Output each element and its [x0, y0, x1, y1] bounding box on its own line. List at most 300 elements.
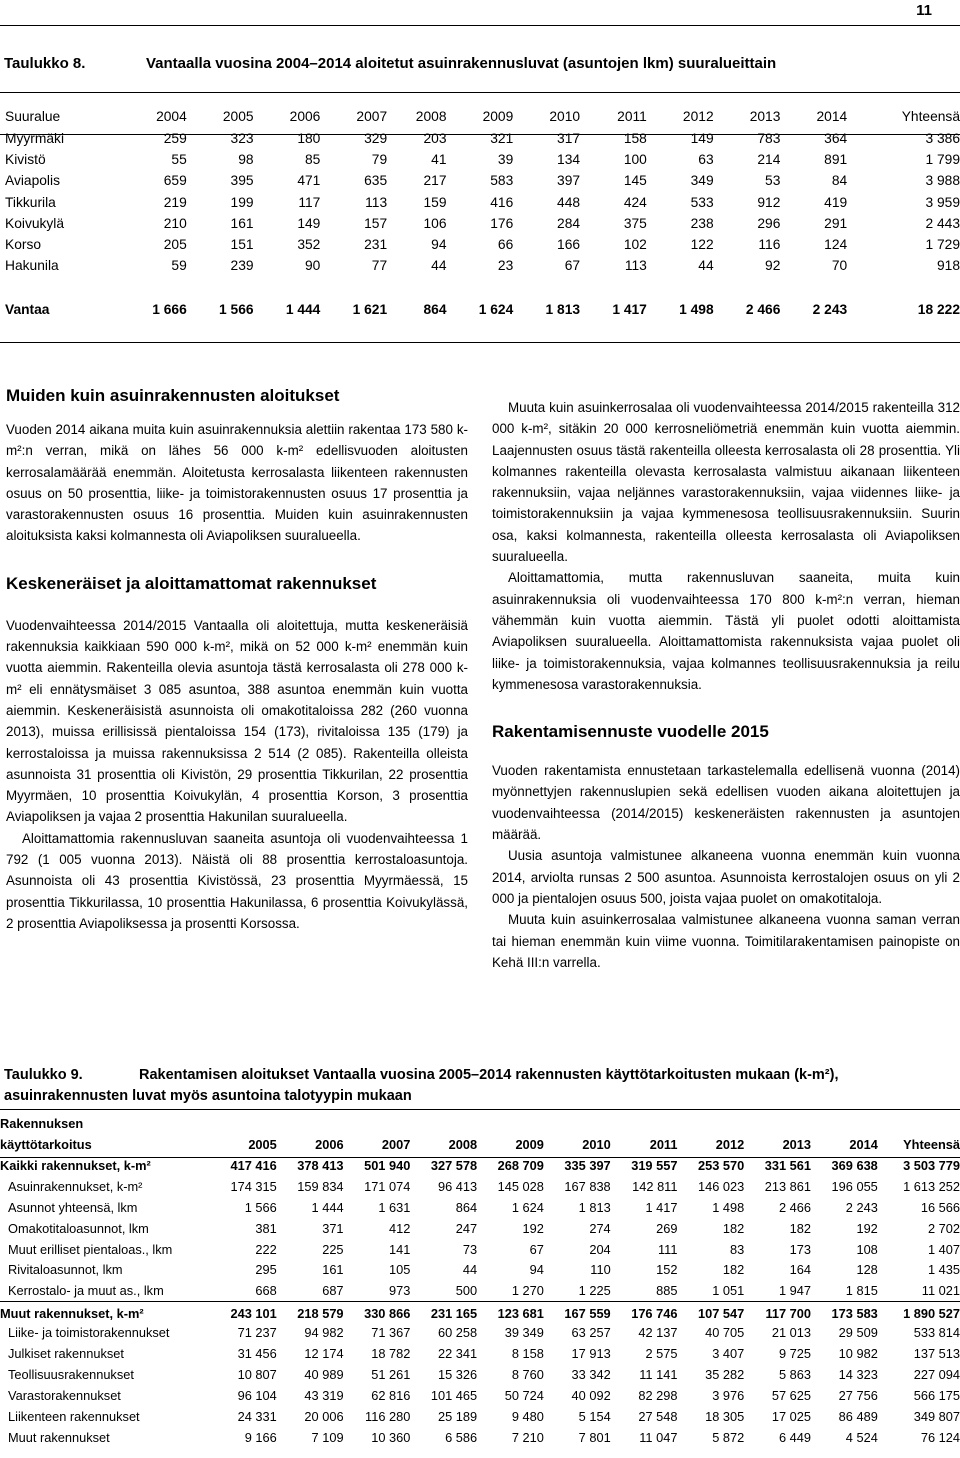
paragraph: Aloittamattomia, mutta rakennusluvan saaneita, muita kuin asuinrakennuksia oli vuodenvaihteessa 170 800 k-m²:n verran, hieman vähemmän kuin vuotta aiemmin. Tästä yli puolet odotti aloittamista Aviapoliksen suuralueella. Aloittamattomista rakennuksista vajaa puolet oli liike- ja toimistorakennuksia, vajaa kolmannes teollisuusrakennuksia ja reilu kymmenesosa varastorakennuksia. [492, 570, 960, 692]
table-cell: 3 976 [712, 1387, 745, 1403]
row-label: Liike- ja toimistorakennukset [8, 1325, 170, 1341]
table-cell: 158 [623, 131, 647, 147]
table-cell: 117 [298, 194, 321, 210]
table-cell: 39 349 [504, 1325, 544, 1341]
table-8-column-header: Yhteensä [901, 108, 960, 124]
table-cell: 76 124 [920, 1429, 960, 1445]
table-cell: 214 [757, 152, 781, 168]
table-9-column-header: 2010 [582, 1137, 611, 1152]
table-cell: 381 [255, 1220, 277, 1236]
table-cell: 329 [364, 131, 388, 147]
table-9-column-header: 2005 [248, 1137, 277, 1152]
table-cell: 67 [564, 258, 581, 274]
table-cell: 1 666 [152, 301, 187, 317]
table-cell: 96 413 [437, 1178, 478, 1194]
table-cell: 182 [722, 1262, 745, 1278]
table-cell: 3 407 [712, 1345, 745, 1361]
table-cell: 210 [163, 215, 187, 231]
table-8-column-header: 2010 [549, 108, 581, 124]
table-cell: 213 861 [764, 1178, 812, 1194]
table-cell: 18 222 [917, 301, 960, 317]
table-cell: 321 [490, 131, 514, 147]
row-label: Kaikki rakennukset, k-m² [0, 1157, 151, 1173]
table-cell: 222 [255, 1241, 277, 1257]
table-row [0, 1239, 960, 1260]
table-cell: 1 225 [578, 1283, 611, 1299]
table-cell: 218 579 [277, 1301, 344, 1322]
table-cell: 85 [304, 152, 321, 168]
table-cell: 3 503 779 [903, 1157, 960, 1173]
table-9-label: Taulukko 9. [4, 1067, 83, 1083]
row-label: Muut erilliset pientaloas., lkm [8, 1241, 173, 1257]
row-label: Varastorakennukset [8, 1387, 121, 1403]
table-cell: 40 705 [705, 1325, 745, 1341]
row-label: Muut rakennukset [8, 1429, 110, 1445]
table-cell: 71 367 [371, 1325, 411, 1341]
table-cell: 96 104 [237, 1387, 277, 1403]
table-cell: 39 [497, 152, 514, 168]
table-9-header-row [0, 1134, 960, 1155]
table-cell: 11 141 [639, 1366, 678, 1382]
table-cell: 66 [497, 237, 514, 253]
table-cell: 885 [656, 1283, 678, 1299]
table-cell: 7 109 [311, 1429, 344, 1445]
table-9-column-header: 2007 [381, 1137, 411, 1152]
row-label: Koivukylä [5, 215, 65, 231]
table-cell: 159 834 [297, 1178, 344, 1194]
table-cell: 533 814 [913, 1325, 960, 1341]
table-9-header-top: Rakennuksen [0, 1116, 84, 1131]
table-cell: 33 342 [571, 1366, 611, 1382]
table-cell: 1 051 [712, 1283, 745, 1299]
table-cell: 149 [297, 215, 321, 231]
table-8-caption [4, 55, 776, 72]
table-cell: 86 489 [838, 1408, 878, 1424]
table-cell: 8 158 [511, 1345, 544, 1361]
table-cell: 9 725 [779, 1345, 812, 1361]
table-cell: 1 813 [578, 1199, 611, 1215]
table-cell: 231 165 [410, 1301, 477, 1322]
table-9-column-header: 2009 [515, 1137, 544, 1152]
table-cell: 4 524 [845, 1429, 878, 1445]
table-cell: 151 [230, 237, 254, 253]
table-cell: 668 [255, 1283, 277, 1299]
table-cell: 51 261 [371, 1366, 411, 1382]
table-8-label: Taulukko 8. [4, 55, 86, 72]
row-label: Vantaa [5, 301, 50, 317]
table-cell: 180 [297, 131, 321, 147]
table-cell: 225 [322, 1241, 344, 1257]
row-label: Kerrostalo- ja muut as., lkm [8, 1283, 164, 1299]
table-9-body [0, 1155, 960, 1447]
right-column [492, 397, 960, 973]
table-cell: 149 [690, 131, 714, 147]
table-8-column-header: Suuralue [5, 108, 61, 124]
table-cell: 1 407 [927, 1241, 960, 1257]
paragraph: Vuoden 2014 aikana muita kuin asuinrakennuksia alettiin rakentaa 173 580 k-m²:n verran, mikä on lähes 56 000 k-m² edellisvuoden aloitusten kerrosalamäärää enemmän. Aloitetusta kerrosalasta liikenteen rakennusten osuus on 50 prosenttia, liike- ja toimistorakennusten osuus 17 prosenttia ja varastorakennusten osuus 16 prosenttia. Muiden kuin asuinrakennusten aloituksista kaksi kolmannesta oli Aviapoliksen suuralueella. [6, 422, 468, 544]
table-cell: 6 449 [779, 1429, 812, 1445]
table-cell: 62 816 [371, 1387, 411, 1403]
table-cell: 15 326 [437, 1366, 478, 1382]
table-cell: 90 [304, 258, 321, 274]
table-cell: 167 559 [544, 1301, 611, 1322]
table-cell: 327 578 [430, 1157, 478, 1173]
table-cell: 2 702 [927, 1220, 960, 1236]
paragraph: Muuta kuin asuinkerrosalaa valmistunee alkaneena vuonna saman verran tai hieman enemmän kuin viime vuonna. Toimitilarakentamisen painopiste on Kehä III:n varrella. [492, 912, 960, 970]
table-cell: 167 838 [564, 1178, 611, 1194]
table-cell: 70 [831, 258, 848, 274]
table-cell: 60 258 [437, 1325, 478, 1341]
table-cell: 1 613 252 [903, 1178, 960, 1194]
table-8-header-row [0, 104, 960, 128]
table-cell: 50 724 [504, 1387, 544, 1403]
table-cell: 192 [522, 1220, 544, 1236]
table-cell: 1 498 [712, 1199, 745, 1215]
table-row [0, 1322, 960, 1343]
table-cell: 94 982 [304, 1325, 344, 1341]
table-cell: 1 729 [925, 237, 960, 253]
table-row [0, 1364, 960, 1385]
table-cell: 71 237 [237, 1325, 277, 1341]
table-cell: 1 444 [311, 1199, 344, 1215]
row-label: Kivistö [5, 152, 46, 168]
table-cell: 659 [163, 173, 187, 189]
table-cell: 912 [757, 194, 781, 210]
table-cell: 174 315 [230, 1178, 277, 1194]
table-row [0, 1259, 960, 1280]
table-cell: 24 331 [237, 1408, 277, 1424]
table-cell: 891 [824, 152, 848, 168]
table-cell: 2 443 [925, 215, 960, 231]
table-9-caption [4, 1065, 960, 1107]
paragraph: Uusia asuntoja valmistunee alkaneena vuonna enemmän kuin vuonna 2014, arviolta runsas 2 500 asuntoa. Asunnoista kerrostalojen osuus on yli 2 000 ja pientalojen osuus 500, joista vajaa puolet on omakotitaloja. [492, 848, 960, 906]
table-cell: 5 154 [578, 1408, 611, 1424]
table-cell: 40 092 [571, 1387, 611, 1403]
row-label: Asuinrakennukset, k-m² [8, 1178, 143, 1194]
table-9-column-header: 2013 [782, 1137, 812, 1152]
table-9-top-rule [0, 1109, 960, 1110]
table-cell: 323 [230, 131, 254, 147]
table-cell: 94 [529, 1262, 544, 1278]
table-cell: 335 397 [564, 1157, 611, 1173]
table-cell: 9 166 [244, 1429, 277, 1445]
table-cell: 448 [557, 194, 581, 210]
table-cell: 291 [824, 215, 848, 231]
table-8-column-header: 2007 [356, 108, 388, 124]
table-cell: 83 [730, 1241, 745, 1257]
table-9-column-header: 2006 [315, 1137, 344, 1152]
table-cell: 63 257 [571, 1325, 611, 1341]
table-cell: 378 413 [297, 1157, 344, 1173]
table-8-title: Vantaalla vuosina 2004–2014 aloitetut asuinrakennusluvat (asuntojen lkm) suuralueittain [146, 55, 777, 72]
table-cell: 43 319 [304, 1387, 344, 1403]
table-8-column-header: 2005 [222, 108, 254, 124]
table-8-column-header: 2011 [617, 108, 647, 124]
paragraph: Aloittamattomia rakennusluvan saaneita asuntoja oli vuodenvaihteessa 1 792 (1 005 vuonna 2013). Näistä oli 88 prosenttia kerrostaloasuntoja. Asunnoista oli 43 prosenttia Kivistössä, 23 prosenttia Myyrmäessä, 15 prosenttia Tikkurilassa, 10 prosenttia Hakunilassa, 6 prosenttia Koivukylässä, 2 prosenttia Aviapoliksessa ja prosentti Korsossa. [6, 830, 468, 931]
table-cell: 10 807 [237, 1366, 277, 1382]
table-cell: 161 [322, 1262, 344, 1278]
table-cell: 238 [690, 215, 714, 231]
table-cell: 25 189 [437, 1408, 478, 1424]
table-cell: 1 417 [612, 301, 647, 317]
table-cell: 98 [238, 152, 254, 168]
table-8-column-header: 2009 [482, 108, 514, 124]
table-cell: 371 [322, 1220, 344, 1236]
table-cell: 417 416 [230, 1157, 277, 1173]
paragraph: Muuta kuin asuinkerrosalaa oli vuodenvaihteessa 2014/2015 rakenteilla 312 000 k-m², sitäkin 20 000 kerrosneliömetriä enemmän kuin vuotta aiemmin. Laajennusten osuus tästä rakenteilla olleesta kerrosalasta oli 28 prosenttia. Yli kolmannes rakenteilla olevasta kerrosalasta valmistuu aikanaan liikenteen rakennuksiin, vajaa neljännes varastorakennuksiin, vajaa viidennes liike- ja toimistorakennuksiin ja vajaa kymmenesosa teollisuusrakennuksiin. Suurin osa, kaksi kolmannesta, rakenteilla olleesta kerrosalasta oli Aviapoliksen suuralueella. [492, 400, 960, 565]
table-cell: 40 989 [304, 1366, 344, 1382]
table-cell: 145 028 [497, 1178, 544, 1194]
table-cell: 18 305 [705, 1408, 745, 1424]
table-cell: 57 625 [771, 1387, 812, 1403]
table-cell: 687 [322, 1283, 344, 1299]
table-cell: 41 [431, 152, 447, 168]
table-9-column-header: 2008 [448, 1137, 478, 1152]
table-cell: 176 746 [611, 1301, 678, 1322]
table-cell: 1 890 527 [878, 1301, 960, 1322]
table-cell: 182 [789, 1220, 812, 1236]
table-cell: 92 [765, 258, 781, 274]
table-cell: 192 [856, 1220, 878, 1236]
table-cell: 23 [497, 258, 514, 274]
table-cell: 107 547 [677, 1301, 744, 1322]
table-cell: 319 557 [631, 1157, 678, 1173]
table-cell: 204 [589, 1241, 611, 1257]
table-cell: 416 [490, 194, 514, 210]
table-cell: 5 872 [712, 1429, 745, 1445]
row-label: Muut rakennukset, k-m² [0, 1301, 210, 1322]
table-cell: 412 [388, 1220, 411, 1236]
table-cell: 7 801 [578, 1429, 611, 1445]
table-cell: 284 [557, 215, 581, 231]
table-cell: 6 586 [445, 1429, 478, 1445]
table-cell: 5 863 [779, 1366, 812, 1382]
table-cell: 145 [623, 173, 647, 189]
table-cell: 424 [623, 194, 647, 210]
table-cell: 44 [462, 1262, 478, 1278]
table-cell: 116 280 [365, 1408, 411, 1424]
table-cell: 1 813 [545, 301, 581, 317]
table-cell: 101 465 [430, 1387, 478, 1403]
table-row [0, 234, 960, 255]
table-cell: 82 298 [638, 1387, 678, 1403]
row-label: Hakunila [5, 258, 59, 274]
table-8 [0, 104, 960, 320]
table-cell: 395 [230, 173, 254, 189]
table-cell: 349 807 [913, 1408, 960, 1424]
table-cell: 94 [431, 237, 447, 253]
table-row [0, 1155, 960, 1176]
table-cell: 159 [423, 194, 447, 210]
table-cell: 161 [230, 215, 254, 231]
table-cell: 164 [789, 1262, 812, 1278]
row-label: Teollisuusrakennukset [8, 1366, 134, 1382]
table-cell: 146 023 [697, 1178, 745, 1194]
paragraph: Vuodenvaihteessa 2014/2015 Vantaalla oli aloitettuja, mutta keskeneräisiä rakennuksia kaikkiaan 590 000 k-m², mikä on 52 000 k-m² enemmän kuin vuotta aiemmin. Rakenteilla olevia asuntoja tästä kerrosalasta oli 278 000 k-m² eli ennätysmäiset 3 085 asuntoa, 388 asuntoa enemmän kuin vuotta aiemmin. Keskeneräisistä asunnoista oli omakotitaloissa 282 (260 vuonna 2013), muissa erillisissä pientaloissa 154 (173), rivitaloissa 135 (179) ja kerrostaloissa ja muissa rakennuksissa 2 514 (2 085). Rakenteilla olleista asunnoista 31 prosenttia oli Kivistön, 29 prosenttia Tikkurilan, 22 prosenttia Myyrmäen, 10 prosenttia Koivukylän, 4 prosenttia Korson, 3 prosenttia Aviapoliksen ja vajaa 2 prosenttia Hakunilan suuralueella. [6, 617, 468, 825]
row-label: Omakotitaloasunnot, lkm [8, 1220, 149, 1236]
table-cell: 2 243 [845, 1199, 878, 1215]
paragraph: Vuoden rakentamista ennustetaan tarkastelemalla edellisenä vuonna (2014) myönnettyjen rakennuslupien sekä edellisen vuoden aikana aloitettujen ja vuodenvaihteessa (2014/2015) keskeneräisten rakennusten ja asuntojen määrää. [492, 763, 960, 843]
table-cell: 59 [171, 258, 187, 274]
table-cell: 117 700 [744, 1301, 811, 1322]
table-cell: 1 624 [511, 1199, 544, 1215]
table-cell: 55 [171, 152, 187, 168]
table-8-column-header: 2014 [816, 108, 848, 124]
table-cell: 375 [623, 215, 647, 231]
table-cell: 243 101 [210, 1301, 277, 1322]
table-cell: 63 [698, 152, 714, 168]
table-cell: 12 174 [304, 1345, 344, 1361]
table-cell: 533 [690, 194, 714, 210]
table-cell: 44 [431, 258, 447, 274]
table-cell: 1 815 [845, 1283, 878, 1299]
table-cell: 22 341 [437, 1345, 478, 1361]
spacer-row [0, 276, 960, 298]
table-cell: 239 [230, 258, 254, 274]
table-cell: 100 [623, 152, 647, 168]
table-row [0, 128, 960, 149]
table-cell: 31 456 [237, 1345, 277, 1361]
row-label: Myyrmäki [5, 131, 65, 147]
table-cell: 219 [163, 194, 187, 210]
table-row [0, 170, 960, 191]
table-cell: 199 [230, 194, 254, 210]
row-label: Rivitaloasunnot, lkm [8, 1262, 123, 1278]
table-cell: 1 566 [244, 1199, 277, 1215]
table-8-column-header: 2013 [749, 108, 781, 124]
table-8-column-header: 2006 [289, 108, 321, 124]
table-cell: 182 [722, 1220, 745, 1236]
section-heading-forecast: Rakentamisennuste vuodelle 2015 [492, 722, 769, 742]
row-label: Asunnot yhteensä, lkm [8, 1199, 138, 1215]
table-row [0, 1406, 960, 1427]
table-cell: 3 386 [925, 131, 960, 147]
table-8-top-rule [0, 92, 960, 93]
table-cell: 73 [462, 1241, 478, 1257]
table-cell: 173 [789, 1241, 812, 1257]
table-cell: 864 [455, 1199, 478, 1215]
table-cell: 1 417 [645, 1199, 678, 1215]
table-cell: 27 548 [638, 1408, 678, 1424]
table-cell: 9 480 [511, 1408, 544, 1424]
table-row [0, 1197, 960, 1218]
table-cell: 166 [557, 237, 581, 253]
table-cell: 102 [623, 237, 647, 253]
table-cell: 783 [757, 131, 781, 147]
table-cell: 918 [936, 258, 960, 274]
table-9-header-top-row [0, 1113, 960, 1134]
table-9-column-header: 2012 [715, 1137, 745, 1152]
table-cell: 253 570 [697, 1157, 745, 1173]
table-cell: 17 025 [771, 1408, 812, 1424]
table-cell: 7 210 [511, 1429, 544, 1445]
table-cell: 419 [824, 194, 848, 210]
table-cell: 11 047 [639, 1429, 678, 1445]
table-cell: 203 [423, 131, 447, 147]
table-cell: 296 [757, 215, 781, 231]
table-cell: 1 624 [478, 301, 514, 317]
table-cell: 583 [490, 173, 514, 189]
row-label: Aviapolis [5, 173, 60, 189]
page-number: 11 [916, 2, 932, 19]
table-cell: 2 575 [645, 1345, 678, 1361]
table-cell: 176 [490, 215, 514, 231]
table-cell: 1 435 [927, 1262, 960, 1278]
table-cell: 1 498 [679, 301, 714, 317]
table-cell: 2 466 [779, 1199, 812, 1215]
table-row [0, 1176, 960, 1197]
row-label: Liikenteen rakennukset [8, 1408, 140, 1424]
table-row [0, 255, 960, 276]
table-cell: 77 [371, 258, 388, 274]
table-cell: 10 360 [371, 1429, 411, 1445]
table-cell: 364 [824, 131, 848, 147]
table-cell: 128 [856, 1262, 878, 1278]
table-cell: 352 [297, 237, 321, 253]
table-cell: 3 959 [925, 194, 960, 210]
table-cell: 501 940 [364, 1157, 411, 1173]
table-cell: 42 137 [638, 1325, 678, 1341]
table-cell: 317 [557, 131, 581, 147]
table-row [0, 1427, 960, 1448]
table-cell: 349 [690, 173, 714, 189]
table-cell: 113 [365, 194, 388, 210]
table-cell: 111 [658, 1241, 678, 1257]
left-column [6, 385, 468, 934]
table-cell: 142 811 [632, 1178, 678, 1194]
table-cell: 141 [388, 1241, 411, 1257]
table-cell: 295 [255, 1262, 277, 1278]
section-heading-other-buildings: Muiden kuin asuinrakennusten aloitukset [6, 386, 340, 405]
table-8-bottom-rule [0, 342, 960, 343]
table-cell: 29 509 [838, 1325, 878, 1341]
table-row [0, 1343, 960, 1364]
table-9-column-header: Yhteensä [903, 1137, 960, 1152]
table-cell: 44 [698, 258, 714, 274]
table-cell: 53 [765, 173, 781, 189]
table-cell: 864 [423, 301, 447, 317]
table-cell: 21 013 [771, 1325, 812, 1341]
table-cell: 635 [364, 173, 388, 189]
table-cell: 1 566 [219, 301, 254, 317]
table-cell: 227 094 [913, 1366, 960, 1382]
table-9-column-header: käyttötarkoitus [0, 1137, 92, 1152]
table-cell: 67 [529, 1241, 544, 1257]
table-cell: 196 055 [831, 1178, 878, 1194]
table-9-title: Rakentamisen aloitukset Vantaalla vuosina 2005–2014 rakennusten käyttötarkoitusten mukaan (k-m²), asuinrakennusten luvat myös asuntoina talotyypin mukaan [4, 1067, 839, 1104]
table-cell: 397 [557, 173, 581, 189]
table-cell: 108 [856, 1241, 878, 1257]
table-row [0, 192, 960, 213]
table-row [0, 1385, 960, 1406]
table-cell: 35 282 [705, 1366, 745, 1382]
table-cell: 116 [758, 237, 781, 253]
table-row [0, 1218, 960, 1239]
table-cell: 123 681 [477, 1301, 544, 1322]
row-label: Korso [5, 237, 42, 253]
table-cell: 3 988 [925, 173, 960, 189]
table-cell: 122 [690, 237, 714, 253]
table-cell: 205 [163, 237, 187, 253]
table-cell: 1 444 [285, 301, 321, 317]
table-cell: 500 [455, 1283, 478, 1299]
table-cell: 11 021 [921, 1283, 960, 1299]
table-9-column-header: 2011 [649, 1137, 678, 1152]
table-cell: 105 [388, 1262, 411, 1278]
table-cell: 1 631 [378, 1199, 411, 1215]
table-cell: 471 [297, 173, 321, 189]
table-cell: 84 [831, 173, 848, 189]
